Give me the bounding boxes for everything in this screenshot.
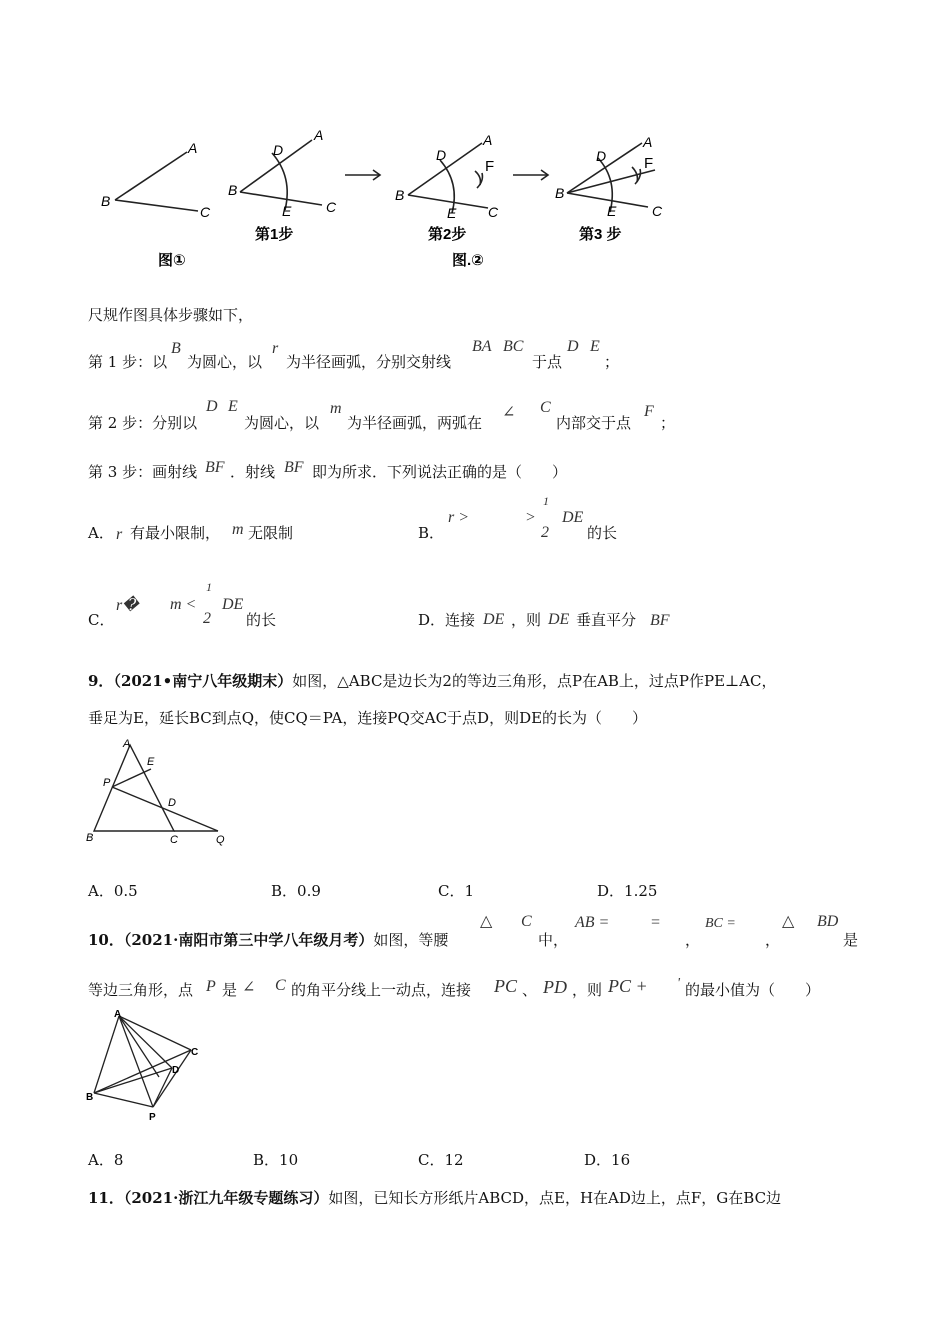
q9-option-d[interactable]: D．1.25 [597,882,658,900]
q10-t3: ， [685,931,701,949]
construction-figure [90,125,690,275]
q8-option-a-label[interactable]: A． [88,524,114,542]
q10-tri1: △ [480,913,493,930]
q8-step1-b: 为圆心，以 [187,353,263,371]
q9-label-E: E [147,756,155,768]
q8-step1-e: ； [604,353,620,371]
step2-caption: 第2步 [428,226,467,243]
q9-label-D: D [168,797,176,809]
q8-step1-c: 为半径画弧，分别交射线 [286,353,452,371]
q8-option-b-label[interactable]: B． [418,524,445,542]
q8-step1-E: E [590,338,600,355]
q8-option-b-den: 2 [541,524,549,541]
step3-label-F: F [644,155,654,172]
q9-label-P: P [103,777,111,789]
q10-l2-b: 是 [222,981,238,999]
q11-heading [88,1188,781,1208]
q8-option-c-label[interactable]: C． [88,611,115,629]
q8-option-a-r: r [116,526,123,543]
q11-number: 11． [88,1189,124,1207]
q8-step3-BF2: BF [284,459,304,476]
q10-t4: ， [765,931,781,949]
q10-option-a[interactable]: A．8 [88,1151,124,1169]
q10-option-c[interactable]: C．12 [418,1151,464,1169]
q10-l2-a: 等边三角形，点 [88,981,194,999]
step3-label-C: C [652,203,663,219]
q8-option-c-m1: r� [116,597,139,614]
q8-option-c-num: 1 [206,580,212,594]
q11-text: 如图，已知长方形纸片ABCD，点E，H在AD边上，点F，G在BC边 [328,1189,782,1207]
q8-step2-e: ； [660,414,676,432]
arrow-icon [345,170,380,180]
q9-number: 9． [88,672,114,690]
q9-figure [85,737,235,847]
q10-BD: BD [817,913,839,930]
q9-label-C: C [170,834,178,846]
q8-option-a-t2: 无限制 [248,524,294,542]
q8-option-d-DE2: DE [548,611,570,628]
q8-step2-b: 为圆心，以 [244,414,320,432]
q10-eq: = [650,914,661,931]
q10-label-A: A [114,1009,122,1020]
q8-option-c-den: 2 [203,610,211,627]
q8-option-d-label[interactable]: D．连接 [418,611,476,629]
step1-caption: 第1步 [255,226,294,243]
q8-option-b-m2: > [525,509,536,526]
q10-l2-PCplus: PC + [608,976,648,996]
q8-step1-BC: BC [503,338,524,355]
q10-source: （2021·南阳市第三中学八年级月考） [123,931,374,949]
q8-option-c-t: 的长 [246,611,277,629]
step2-label-D: D [436,147,447,163]
q10-l2-PC: PC [494,976,518,996]
q8-step2-a: 第 2 步：分别以 [88,414,198,432]
step2-label-B: B [395,187,405,203]
q10-figure [84,1005,209,1125]
step3-label-A: A [643,134,653,150]
step3-figure [567,143,655,212]
q10-l2-c: 的角平分线上一动点，连接 [291,981,472,999]
step1-label-E: E [282,203,292,219]
step1-label-C: C [326,199,337,215]
q10-l2-angle: ∠ [242,979,256,996]
q10-number: 10． [88,931,124,949]
fig1-label-B: B [101,193,111,209]
q8-step1-d: 于点 [532,353,563,371]
q10-option-b[interactable]: B．10 [253,1151,299,1169]
q10-l2-P: P [206,978,216,995]
q8-step2-E: E [228,398,238,415]
q10-l2-e: ，则 [572,981,603,999]
q10-BC: BC = [705,916,736,931]
step3-label-D: D [596,148,607,164]
step2-label-F: F [485,158,495,175]
q10-label-B: B [86,1092,94,1103]
q8-step3-c: 即为所求．下列说法正确的是（ ） [312,463,568,481]
step1-label-A: A [314,127,324,143]
q8-step3-a: 第 3 步：画射线 [88,463,198,481]
step2-label-E: E [447,205,457,221]
q8-option-d-BF: BF [650,612,670,629]
q9-label-Q: Q [216,834,225,846]
q8-option-d-DE1: DE [483,611,505,628]
step1-label-B: B [228,182,238,198]
q10-l2-C: C [275,977,286,994]
q10-t1: 如图，等腰 [373,931,449,949]
q8-option-c-DE: DE [222,596,244,613]
q10-t2: 中， [538,931,569,949]
q10-AB: AB = [575,914,610,931]
step2-label-C: C [488,204,499,220]
q8-step2-angle: ∠ [502,404,516,421]
q8-step2-d: 内部交于点 [556,414,632,432]
q9-line2: 垂足为E，延长BC到点Q，使CQ＝PA，连接PQ交AC于点D，则DE的长为（ ） [88,709,648,727]
q9-label-B: B [86,832,94,844]
q8-option-d-t1: ，则 [511,611,542,629]
q8-option-d-t2: 垂直平分 [576,611,637,629]
step3-label-E: E [607,203,617,219]
q8-step2-C: C [540,399,551,416]
q8-option-a-m: m [232,521,244,538]
q10-heading [88,930,448,950]
q10-C1: C [521,913,532,930]
q9-option-a[interactable]: A．0.5 [88,882,138,900]
q8-step1-BA: BA [472,338,492,355]
q8-step2-D: D [206,398,218,415]
q8-step1-B: B [171,340,181,357]
q8-step1-D: D [567,338,579,355]
fig1-caption: 图① [158,252,186,269]
q8-step2-m: m [330,400,342,417]
q8-step3-BF1: BF [205,459,225,476]
step3-label-B: B [555,185,565,201]
fig1-label-A: A [188,140,198,156]
q8-option-a-t1: 有最小限制， [130,524,221,542]
q10-l2-PD: PD [543,977,567,997]
q11-source: （2021·浙江九年级专题练习） [123,1189,329,1207]
q10-t5: 是 [843,931,859,949]
q10-l2-tick: ' [677,976,680,991]
q8-option-b-num: 1 [543,494,549,508]
q9-option-c[interactable]: C．1 [438,882,475,900]
fig1 [115,152,198,211]
step3-caption: 第3 步 [579,226,622,243]
q10-label-C: C [191,1047,199,1058]
q8-step2-F: F [644,403,654,420]
step1-label-D: D [273,142,284,158]
q8-step2-c: 为半径画弧，两弧在 [347,414,483,432]
q10-tri2: △ [782,913,795,930]
q10-label-D: D [172,1065,180,1076]
step2-figure [408,143,488,213]
q10-l2-d: 、 [522,981,538,999]
arrow-icon [513,170,548,180]
q8-option-c-m2: m < [170,596,197,613]
fig1-label-C: C [200,204,211,220]
step2-label-A: A [483,132,493,148]
q9-line1: 如图，△ABC是边长为2的等边三角形，点P在AB上，过点P作PE⊥AC， [292,672,777,690]
q8-option-b-DE: DE [562,509,584,526]
q9-label-A: A [123,738,131,750]
q8-option-b-m1: r > [448,509,470,526]
q8-step3-b: ．射线 [230,463,276,481]
fig2-caption: 图.② [452,252,484,269]
q8-intro: 尺规作图具体步骤如下， [88,306,254,324]
q10-label-P: P [149,1112,156,1123]
q10-option-d[interactable]: D．16 [584,1151,631,1169]
q8-option-b-t: 的长 [587,524,618,542]
q8-step1-r: r [272,340,279,357]
q8-step1-a: 第 1 步：以 [88,353,168,371]
q9-source: （2021•南宁八年级期末） [113,672,293,690]
q9-heading [88,671,776,691]
q9-option-b[interactable]: B．0.9 [271,882,321,900]
q10-l2-f: 的最小值为（ ） [685,981,821,999]
